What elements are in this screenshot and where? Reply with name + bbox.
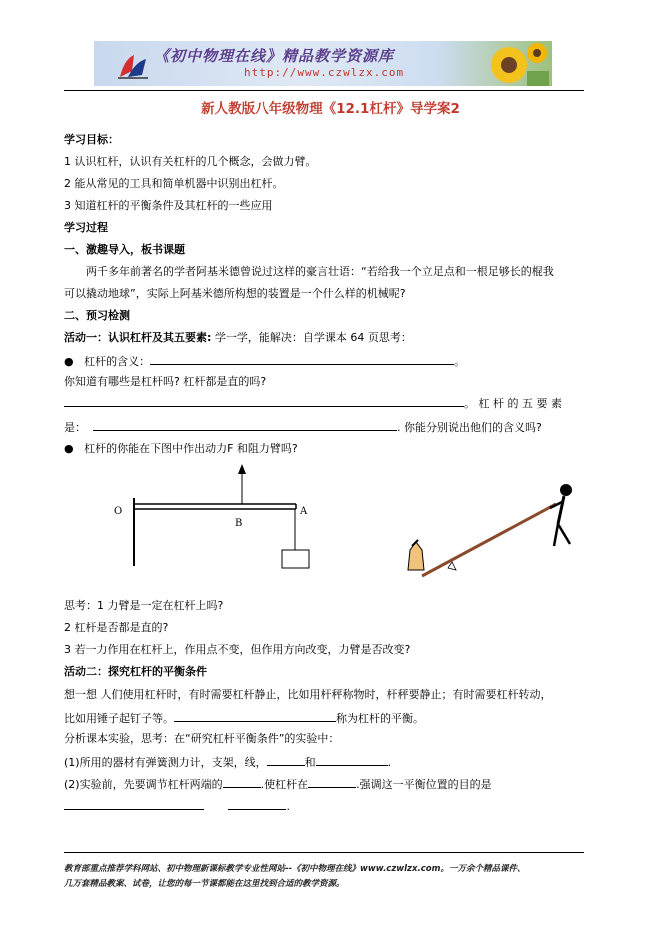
lever-definition-label: 杠杆的含义：: [84, 355, 151, 368]
section1-paragraph-line2: 可以撬动地球”，实际上阿基米德所构想的装置是一个什么样的机械呢?: [64, 287, 406, 300]
section1-heading: 一、激趣导入，板书课题: [64, 243, 185, 256]
five-elements-blank[interactable]: [93, 418, 397, 431]
label-b: B: [235, 518, 243, 529]
label-o: O: [114, 506, 123, 517]
item2-part-b: .使杠杆在: [260, 778, 309, 791]
banner-title: 《初中物理在线》精品教学资源库: [154, 47, 395, 65]
question-lever-examples: 你知道有哪些是杠杆吗? 杠杆都是直的吗?: [64, 375, 267, 388]
thinking-q3: 3 若一力作用在杠杆上，作用点不变，但作用方向改变，力臂是否改变?: [64, 643, 411, 656]
site-logo-icon: [116, 51, 150, 81]
man-head-icon: [560, 484, 572, 496]
item1-mid: 和: [304, 756, 316, 769]
section1-paragraph-line1: 两千多年前著名的学者阿基米德曾说过这样的豪言壮语：“若给我一个立足点和一根足够长的棍我: [86, 265, 554, 278]
crowbar: [422, 504, 556, 576]
man-leg-right: [558, 524, 570, 544]
activity2-heading: 活动二：探究杠杆的平衡条件: [64, 665, 207, 678]
thinking-q2: 2 杠杆是否都是直的?: [64, 621, 169, 634]
page-title: 新人教版八年级物理《12.1杠杆》导学案2: [201, 101, 460, 117]
activity1-label: 活动一：认识杠杆及其五要素:: [64, 331, 212, 344]
sunflower-icon: [479, 43, 549, 86]
purpose-blank-2[interactable]: [228, 797, 286, 810]
experiment-item2: [64, 775, 492, 792]
item2-part-c: .强调这一平衡位置的目的是: [356, 778, 492, 791]
lever-diagram: [110, 458, 330, 573]
five-elements-prefix: 是：: [64, 421, 86, 434]
man-body: [558, 496, 564, 524]
bullet-lever-definition: [64, 352, 465, 369]
activity2-line1: 想一想 人们使用杠杆时，有时需要杠杆静止，比如用杆秤称物时，杆秤要静止；有时需要杠杆转动，: [64, 688, 552, 701]
process-heading: 学习过程: [64, 221, 108, 234]
item1-end: .: [387, 756, 392, 769]
draw-force-instruction: 杠杆的你能在下图中作出动力F 和阻力臂吗?: [84, 442, 298, 455]
adjust-blank[interactable]: [223, 775, 261, 788]
five-elements-label: 。 杠 杆 的 五 要 素: [464, 397, 562, 410]
item2-part-a: (2)实验前，先要调节杠杆两端的: [64, 778, 223, 791]
goal-item-1: 1 认识杠杆，认识有关杠杆的几个概念，会做力臂。: [64, 155, 317, 168]
bullet-icon: ●: [64, 355, 74, 368]
footer-line2: 几万套精品教案、试卷，让您的每一节课都能在这里找到合适的教学资源。: [64, 879, 345, 889]
man-leg-left: [554, 524, 558, 546]
experiment-item1: [64, 753, 391, 770]
activity1-line: [64, 330, 412, 345]
item1-start: (1)所用的器材有弹簧测力计，支架，线，: [64, 756, 267, 769]
goals-heading: 学习目标：: [64, 133, 119, 146]
lever-definition-end: 。: [454, 355, 466, 368]
footer-rule: [64, 852, 584, 853]
header-rule: [64, 90, 584, 91]
arrow-head-icon: [238, 464, 246, 474]
balance-definition-blank[interactable]: [174, 709, 336, 722]
five-elements-question: . 你能分别说出他们的含义吗?: [397, 421, 542, 434]
banner-url: http://www.czwlzx.com: [244, 66, 405, 79]
experiment-intro: 分析课本实验，思考：在“研究杠杆平衡条件”的实验中：: [64, 732, 340, 745]
label-a: A: [300, 506, 308, 517]
header-banner: [94, 41, 552, 86]
crowbar-illustration: [398, 480, 584, 580]
purpose-blank-1[interactable]: [64, 797, 204, 810]
activity2-line2-end: 称为杠杆的平衡。: [336, 712, 424, 725]
lever-definition-blank[interactable]: [150, 352, 454, 365]
item2-end: .: [286, 800, 290, 813]
goal-item-3: 3 知道杠杆的平衡条件及其杠杆的一些应用: [64, 199, 273, 212]
rock-icon: [408, 542, 424, 570]
footer-line1: 教育部重点推荐学科网站、初中物理新课标教学专业性网站--《初中物理在线》www.czwlzx.com。一万余个精品课件、: [64, 864, 526, 874]
five-elements-line: [64, 418, 542, 435]
activity2-line2-start: 比如用锤子起钉子等。: [64, 712, 174, 725]
equipment-blank-1[interactable]: [267, 753, 305, 766]
hanging-weight: [282, 550, 309, 568]
section2-heading: 二、预习检测: [64, 309, 130, 322]
equipment-blank-2[interactable]: [316, 753, 388, 766]
activity1-text: 学一学，能解决：自学课本 64 页思考：: [211, 331, 412, 344]
goal-item-2: 2 能从常见的工具和简单机器中识别出杠杆。: [64, 177, 284, 190]
fulcrum-icon: [448, 562, 456, 570]
bullet-icon: ●: [64, 442, 74, 455]
experiment-item2-cont: [64, 797, 290, 814]
answer-blank-line[interactable]: [64, 406, 464, 407]
position-blank[interactable]: [308, 775, 356, 788]
thinking-q1: 思考：1 力臂是一定在杠杆上吗?: [64, 599, 224, 612]
bullet-draw-force: [64, 441, 298, 456]
activity2-line2: [64, 709, 424, 726]
